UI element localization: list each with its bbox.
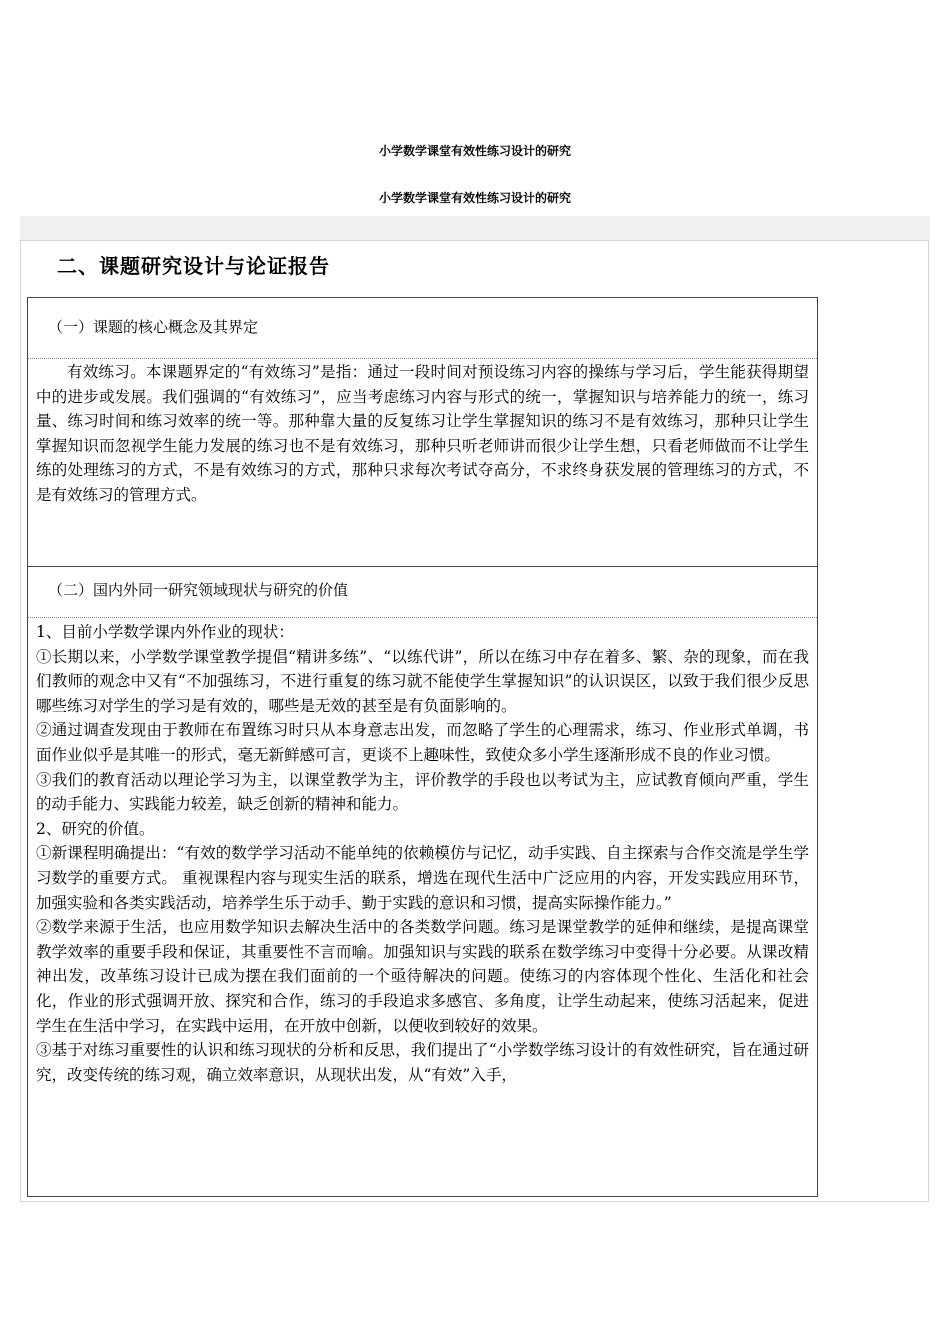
section-heading: 二、课题研究设计与论证报告 <box>57 254 330 278</box>
header-band <box>20 216 930 240</box>
paragraph: ①新课程明确提出：“有效的数学学习活动不能单纯的依赖模仿与记忆，动手实践、自主探索与合作交流是学生学习数学的重要方式。 重视课程内容与现实生活的联系，增选在现代生活中广泛应用的内容，开发实践应用环节，加强实验和各类实践活动，培养学生乐于动手、勤于实践的意识和习惯，提高实际操作能力。” <box>36 844 809 912</box>
paragraph: 1、目前小学数学课内外作业的现状： <box>36 623 294 641</box>
paragraph: ②数学来源于生活，也应用数学知识去解决生活中的各类数学问题。练习是课堂教学的延伸和继续，是提高课堂教学效率的重要手段和保证，其重要性不言而喻。加强知识与实践的联系在数学练习中变得十分必要。从课改精神出发，改革练习设计已成为摆在我们面前的一个亟待解决的问题。使练习的内容体现个性化、生活化和社会化，作业的形式强调开放、探究和合作，练习的手段追求多感官、多角度，让学生动起来，使练习活起来，促进学生在生活中学习，在实践中运用，在开放中创新，以便收到较好的效果。 <box>36 918 809 1035</box>
row-heading-research-status <box>28 566 817 618</box>
core-concept-text: 有效练习。本课题界定的“有效练习”是指：通过一段时间对预设练习内容的操练与学习后，学生能获得期望中的进步或发展。我们强调的“有效练习”，应当考虑练习内容与形式的统一，掌握知识与培养能力的统一，练习量、练习时间和练习效率的统一等。那种靠大量的反复练习让学生掌握知识的练习不是有效练习，那种只让学生掌握知识而忽视学生能力发展的练习也不是有效练习，那种只听老师讲而很少让学生想，只看老师做而不让学生练的处理练习的方式，不是有效练习的方式，那种只求每次考试夺高分，不求终身获发展的管理练习的方式，不是有效练习的管理方式。 <box>36 363 809 504</box>
paragraph: ③基于对练习重要性的认识和练习现状的分析和反思，我们提出了“小学数学练习设计的有效性研究，旨在通过研究，改变传统的练习观，确立效率意识，从现状出发，从“有效”入手， <box>36 1041 809 1084</box>
report-table <box>27 297 818 1197</box>
paragraph: ①长期以来，小学数学课堂教学提倡“精讲多练”、“以练代讲”，所以在练习中存在着多、繁、杂的现象，而在我们教师的观念中又有“不加强练习，不进行重复的练习就不能使学生掌握知识”的认识误区，以致于我们很少反思哪些练习对学生的学习是有效的，哪些是无效的甚至是有负面影响的。 <box>36 647 809 715</box>
row-heading-label: （一）课题的核心概念及其界定 <box>48 318 259 336</box>
document-title: 小学数学课堂有效性练习设计的研究 <box>378 144 571 158</box>
research-status-text <box>36 620 809 1087</box>
row-heading-label: （二）国内外同一研究领域现状与研究的价值 <box>48 581 349 599</box>
paragraph: ②通过调查发现由于教师在布置练习时只从本身意志出发，而忽略了学生的心理需求，练习、作业形式单调，书面作业似乎是其唯一的形式，毫无新鲜感可言，更谈不上趣味性，致使众多小学生逐渐形成不良的作业习惯。 <box>36 721 809 764</box>
paragraph: 2、研究的价值。 <box>36 819 155 838</box>
row-heading-core-concept <box>28 298 817 359</box>
paragraph: ③我们的教育活动以理论学习为主，以课堂教学为主，评价教学的手段也以考试为主，应试教育倾向严重，学生的动手能力、实践能力较差，缺乏创新的精神和能力。 <box>36 770 809 814</box>
document-subtitle: 小学数学课堂有效性练习设计的研究 <box>378 191 571 205</box>
